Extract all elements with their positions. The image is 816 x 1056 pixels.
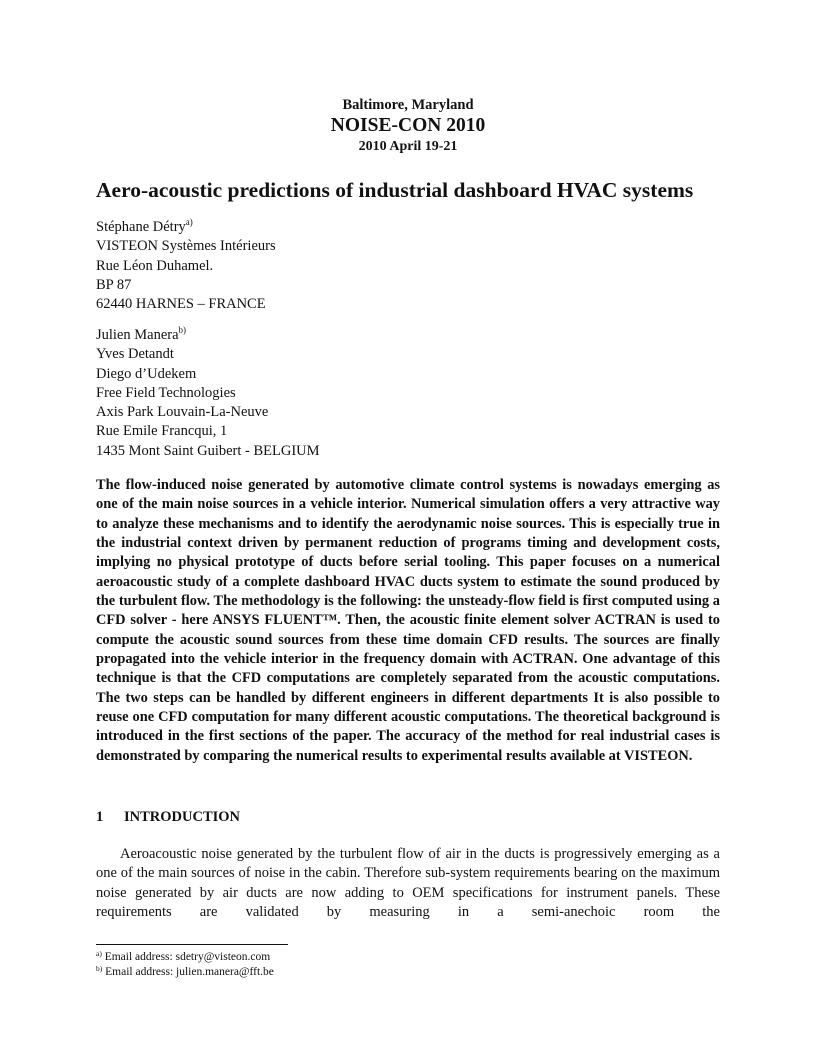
footnote-marker: b) — [96, 964, 103, 973]
footnote — [96, 965, 274, 980]
author-name — [96, 218, 276, 237]
author-name-text: Julien Manera — [96, 327, 179, 343]
paper-title: Aero-acoustic predictions of industrial dashboard HVAC systems — [96, 178, 694, 202]
conference-location: Baltimore, Maryland — [342, 97, 474, 113]
conference-header — [96, 97, 720, 155]
footnote-marker: a) — [185, 217, 193, 227]
author-name: Yves Detandt — [96, 346, 174, 363]
footnote-marker: b) — [178, 325, 187, 335]
footnote-text: Email address: sdetry@visteon.com — [101, 951, 271, 963]
affiliation-line: 1435 Mont Saint Guibert - BELGIUM — [96, 442, 320, 459]
affiliation-line: VISTEON Systèmes Intérieurs — [96, 238, 276, 255]
affiliation-line: Rue Emile Francqui, 1 — [96, 423, 228, 440]
conference-name: NOISE-CON 2010 — [330, 115, 486, 136]
footnote-marker: a) — [96, 949, 102, 958]
footnote — [96, 950, 274, 965]
affiliation-line: BP 87 — [96, 276, 132, 293]
section-number: 1 — [96, 809, 104, 825]
author-name — [96, 326, 320, 345]
author-block-1 — [96, 218, 276, 314]
author-name-text: Stéphane Détry — [96, 219, 186, 235]
footnotes — [96, 950, 274, 980]
affiliation-line: Free Field Technologies — [96, 384, 236, 401]
conference-date: 2010 April 19-21 — [358, 139, 458, 154]
section-title: INTRODUCTION — [124, 809, 241, 825]
author-block-2 — [96, 326, 320, 461]
affiliation-line: 62440 HARNES – FRANCE — [96, 296, 266, 313]
affiliation-line: Axis Park Louvain-La-Neuve — [96, 404, 269, 421]
footnote-divider — [96, 944, 288, 945]
section-heading — [96, 808, 240, 826]
abstract: The flow-induced noise generated by automotive climate control systems is nowadays emerging as one of the main noise sources in a vehicle interior. Numerical simulation offers a very attractive way to analyze these mechanisms and to identify the aerodynamic noise sources. This is especially true in the industrial context driven by permanent reduction of programs timing and development costs, implying no physical prototype of ducts before serial tooling. This paper focuses on a numerical aeroacoustic study of a complete dashboard HVAC ducts system to estimate the sound produced by the turbulent flow. The methodology is the following: the unsteady-flow field is first computed using a CFD solver - here ANSYS FLUENT™. Then, the acoustic finite element solver ACTRAN is used to compute the acoustic sound sources from these time domain CFD results. The sources are finally propagated into the vehicle interior in the frequency domain with ACTRAN. One advantage of this technique is that the CFD computations are completely separated from the acoustic computations. The two steps can be handled by different engineers in different departments It is also possible to reuse one CFD computation for many different acoustic computations. The theoretical background is introduced in the first sections of the paper. The accuracy of the method for real industrial cases is demonstrated by comparing the numerical results to experimental results available at VISTEON. — [96, 477, 720, 764]
footnote-text: Email address: julien.manera@fft.be — [102, 966, 274, 978]
affiliation-line: Rue Léon Duhamel. — [96, 257, 214, 274]
author-name: Diego d’Udekem — [96, 365, 197, 382]
introduction-paragraph: Aeroacoustic noise generated by the turbulent flow of air in the ducts is progressively emerging as a one of the main sources of noise in the cabin. Therefore sub-system requirements bearing on the maximum noise generated by air ducts are now adding to OEM specifications for instrument panels. These requirements are validated by measuring in a semi-anechoic room the — [96, 846, 720, 920]
